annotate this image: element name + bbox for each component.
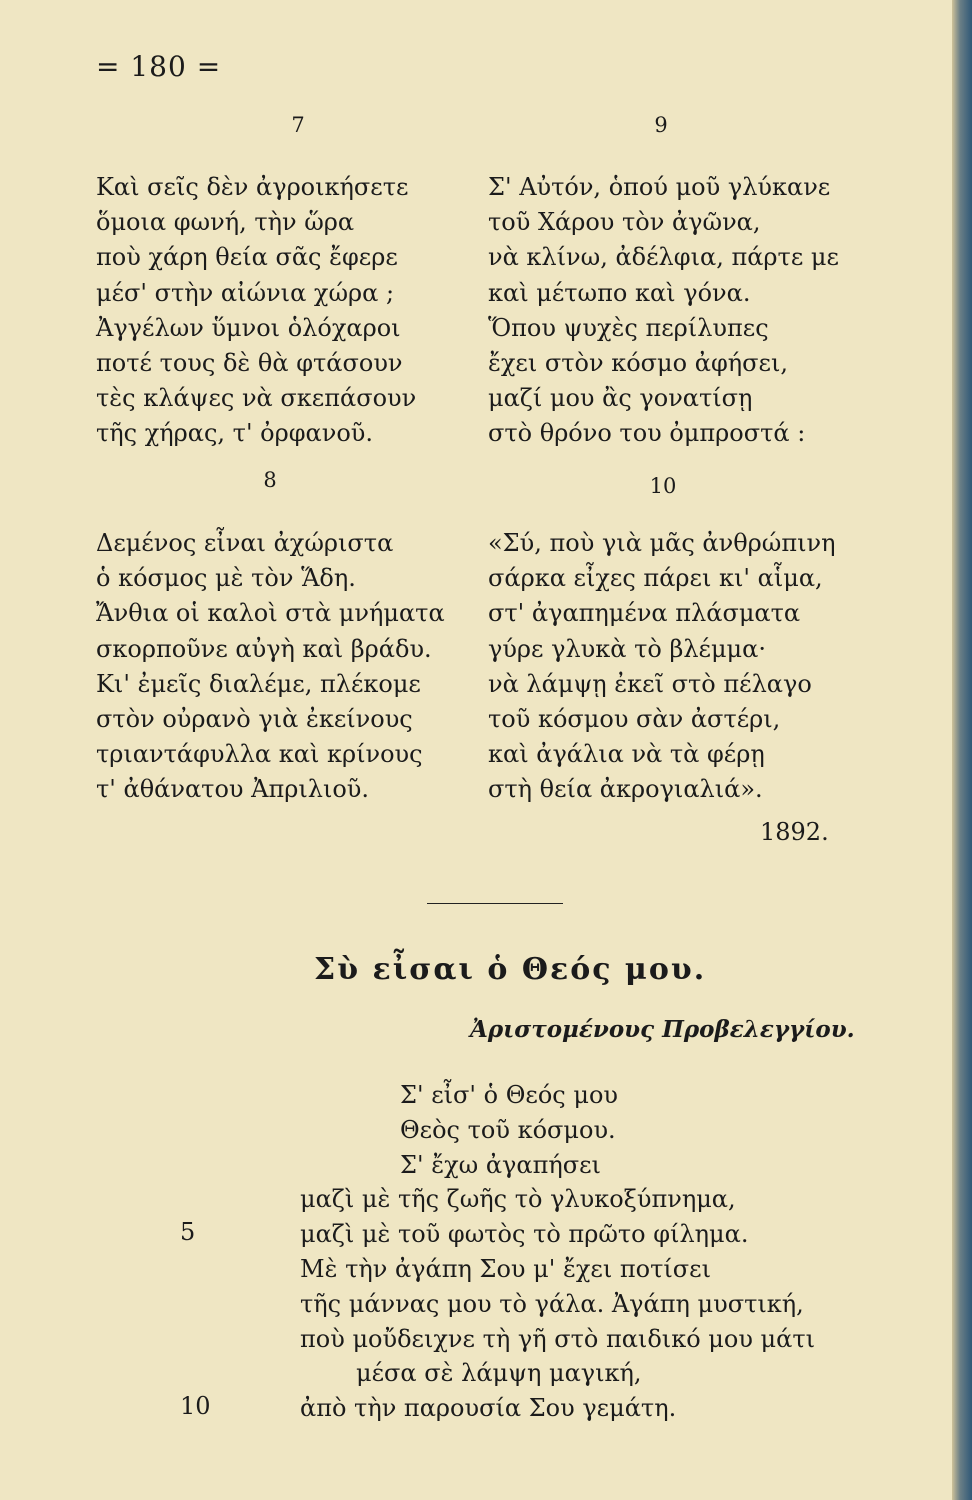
verse-line: ποτέ τους δὲ θὰ φτάσουν xyxy=(96,349,403,378)
verse-line: γύρε γλυκὰ τὸ βλέμμα· xyxy=(488,634,766,663)
verse-line: Ὅπου ψυχὲς περίλυπες xyxy=(488,313,769,342)
verse-line: τῆς χήρας, τ' ὀρφανοῦ. xyxy=(96,419,373,448)
stanza-number-9: 9 xyxy=(654,113,668,137)
verse-line: Δεμένος εἶναι ἀχώριστα xyxy=(96,529,394,557)
verse-line: στ' ἀγαπημένα πλάσματα xyxy=(488,599,801,628)
book-binding-edge xyxy=(952,0,972,1500)
stanza-number-8: 8 xyxy=(263,468,277,492)
verse-line: «Σύ, ποὺ γιὰ μᾶς ἀνθρώπινη xyxy=(488,529,836,557)
verse-line: μαζὶ μὲ τοῦ φωτὸς τὸ πρῶτο φίλημα. xyxy=(300,1220,749,1249)
verse-line: τοῦ κόσμου σὰν ἀστέρι, xyxy=(488,705,781,734)
verse-line: τοῦ Χάρου τὸν ἀγῶνα, xyxy=(488,208,761,237)
verse-line: μέσα σὲ λάμψη μαγική, xyxy=(356,1359,642,1388)
verse-line: στὸν οὐρανὸ γιὰ ἐκείνους xyxy=(96,705,413,734)
verse-line: ἀπὸ τὴν παρουσία Σου γεμάτη. xyxy=(300,1394,677,1423)
verse-line: τριαντάφυλλα καὶ κρίνους xyxy=(96,740,423,769)
verse-line: τῆς μάννας μου τὸ γάλα. Ἀγάπη μυστική, xyxy=(300,1289,804,1318)
line-number-10: 10 xyxy=(180,1392,211,1420)
stanza-10 xyxy=(488,526,835,808)
verse-line: Καὶ σεῖς δὲν ἀγροικήσετε xyxy=(96,173,409,201)
verse-line: μαζὶ μὲ τῆς ζωῆς τὸ γλυκοξύπνημα, xyxy=(300,1185,736,1214)
verse-line: τ' ἀθάνατου Ἀπριλιοῦ. xyxy=(96,775,370,804)
verse-line: τὲς κλάψες νὰ σκεπάσουν xyxy=(96,384,417,413)
stanza-number-7: 7 xyxy=(291,113,305,137)
line-number-5: 5 xyxy=(180,1218,196,1246)
poem-author: Ἀριστομένους Προβελεγγίου. xyxy=(470,1016,855,1043)
section-divider xyxy=(427,903,563,904)
page-number: = 180 = xyxy=(96,50,222,83)
verse-line: Ἄνθια οἱ καλοὶ στὰ μνήματα xyxy=(96,599,445,628)
verse-line: σάρκα εἶχες πάρει κι' αἷμα, xyxy=(488,564,823,593)
verse-line: Μὲ τὴν ἀγάπη Σου μ' ἔχει ποτίσει xyxy=(300,1254,711,1283)
verse-line: Θεὸς τοῦ κόσμου. xyxy=(400,1115,616,1144)
verse-line: ὅμοια φωνή, τὴν ὥρα xyxy=(96,208,355,237)
verse-line: καὶ μέτωπο καὶ γόνα. xyxy=(488,278,751,307)
poem-title: Σὺ εἶσαι ὁ Θεός μου. xyxy=(314,952,707,987)
verse-line: Σ' ἔχω ἀγαπήσει xyxy=(400,1150,601,1179)
verse-line: ἔχει στὸν κόσμο ἀφήσει, xyxy=(488,349,788,378)
stanza-7 xyxy=(96,170,416,452)
verse-line: ποὺ χάρη θεία σᾶς ἔφερε xyxy=(96,243,398,272)
verse-line: μαζί μου ἂς γονατίσῃ xyxy=(488,384,753,413)
verse-line: Κι' ἐμεῖς διαλέμε, πλέκομε xyxy=(96,669,421,698)
stanza-number-10: 10 xyxy=(649,474,677,498)
verse-line: στὴ θεία ἀκρογιαλιά». xyxy=(488,775,763,804)
verse-line: ὁ κόσμος μὲ τὸν Ἅδη. xyxy=(96,564,356,593)
verse-line: ποὺ μοὔδειχνε τὴ γῆ στὸ παιδικό μου μάτι xyxy=(300,1324,816,1353)
verse-line: στὸ θρόνο του ὀμπροστά : xyxy=(488,419,806,448)
poem-body xyxy=(300,1078,815,1426)
poem-date: 1892. xyxy=(760,818,829,846)
stanza-8 xyxy=(96,526,445,808)
verse-line: Σ' εἶσ' ὁ Θεός μου xyxy=(400,1081,618,1109)
verse-line: σκορποῦνε αὐγὴ καὶ βράδυ. xyxy=(96,634,432,663)
stanza-9 xyxy=(488,170,839,452)
verse-line: Ἀγγέλων ὕμνοι ὁλόχαροι xyxy=(96,313,401,342)
verse-line: νὰ κλίνω, ἀδέλφια, πάρτε με xyxy=(488,243,839,272)
verse-line: καὶ ἀγάλια νὰ τὰ φέρῃ xyxy=(488,740,765,769)
verse-line: μέσ' στὴν αἰώνια χώρα ; xyxy=(96,278,395,307)
verse-line: Σ' Αὐτόν, ὁπού μοῦ γλύκανε xyxy=(488,173,831,201)
verse-line: νὰ λάμψῃ ἐκεῖ στὸ πέλαγο xyxy=(488,669,812,698)
